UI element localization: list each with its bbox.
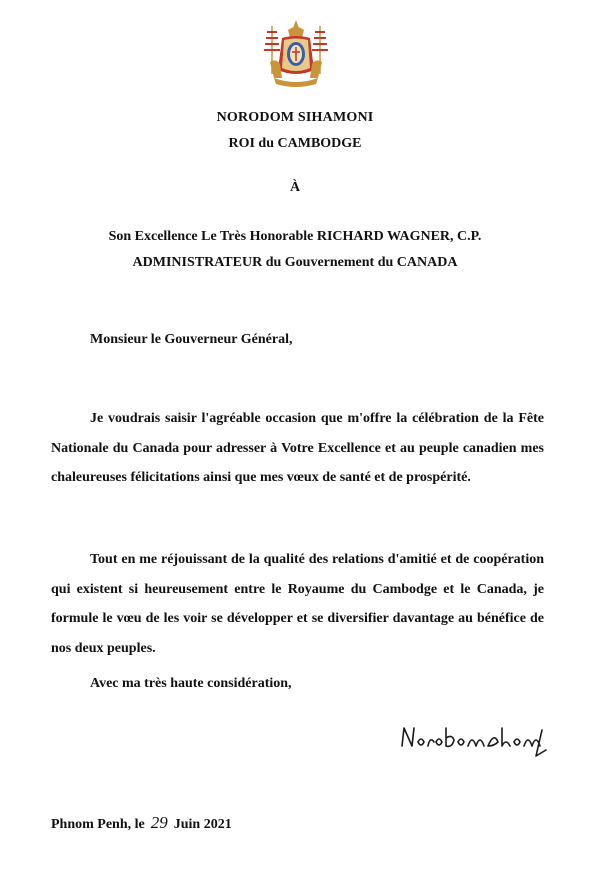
dateline-place: Phnom Penh, le [51,817,145,832]
dateline [51,813,232,833]
sender-title: ROI du CAMBODGE [228,136,362,151]
recipient-line-2: ADMINISTRATEUR du Gouvernement du CANADA [132,255,458,270]
body-paragraph-1: Je voudrais saisir l'agréable occasion que m'offre la célébration de la Fête Nationale du Canada pour adresser à Votre Excellence et au peuple canadien mes chaleureuses félicitations ainsi que mes vœux de santé et de prospérité. [51,411,544,485]
sender-name: NORODOM SIHAMONI [216,110,374,125]
body-paragraph-2: Tout en me réjouissant de la qualité des relations d'amitié et de coopération qui existent si heureusement entre le Royaume du Cambodge et le Canada, je formule le vœu de les voir se développer et se diversifier davantage au bénéfice de nos deux peuples. [51,552,544,656]
dateline-month-year: Juin 2021 [173,817,232,832]
royal-coat-of-arms-icon [258,18,334,90]
handwritten-signature-icon [398,716,548,760]
recipient-line-1: Son Excellence Le Très Honorable RICHARD WAGNER, C.P. [108,229,482,244]
closing-line: Avec ma très haute considération, [90,676,292,691]
recipient-to-mark: À [289,180,301,195]
dateline-day: 29 [150,813,168,832]
salutation: Monsieur le Gouverneur Général, [90,332,293,347]
